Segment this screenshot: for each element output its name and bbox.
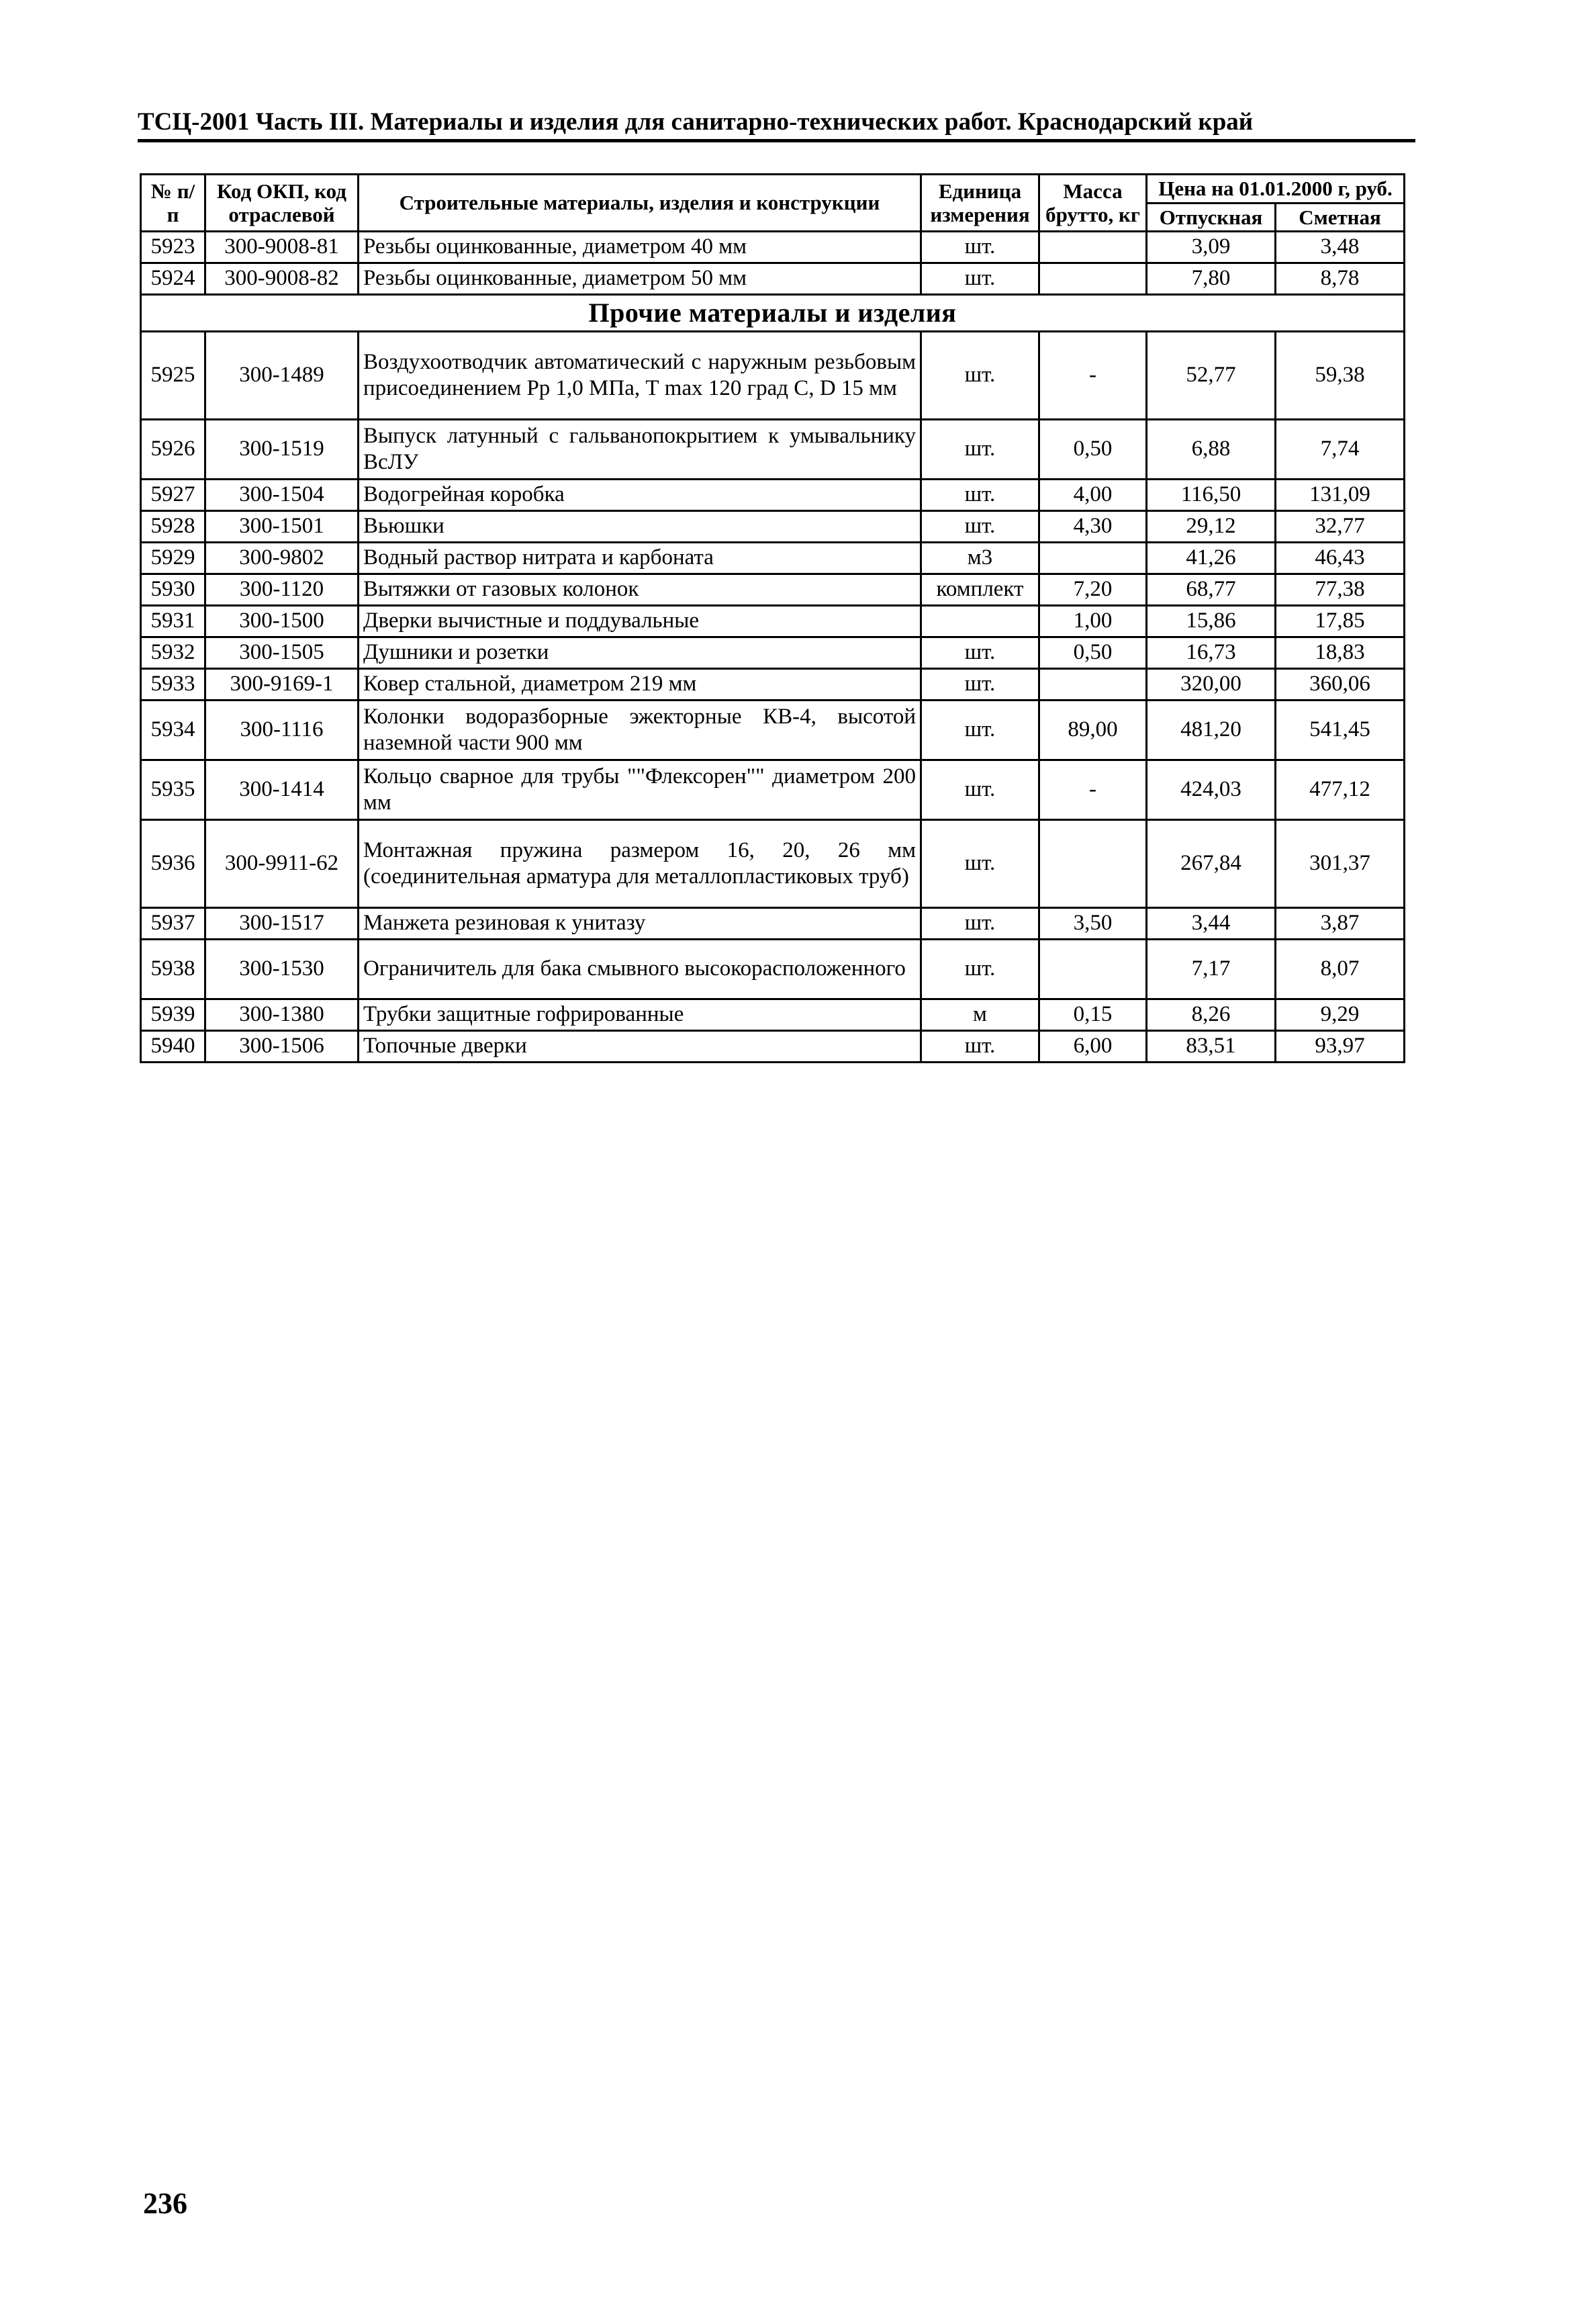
col-header-name: Строительные материалы, изделия и конструкции (359, 175, 921, 232)
cell-code: 300-1501 (205, 511, 359, 543)
cell-price-release: 15,86 (1147, 606, 1276, 637)
cell-num: 5927 (141, 480, 205, 511)
cell-price-release: 7,17 (1147, 940, 1276, 999)
table-row (141, 420, 1405, 480)
cell-num: 5924 (141, 263, 205, 295)
cell-price-release: 52,77 (1147, 332, 1276, 420)
col-header-price-release: Отпускная (1147, 203, 1276, 232)
cell-num: 5923 (141, 232, 205, 263)
table-row (141, 332, 1405, 420)
cell-price-release: 481,20 (1147, 701, 1276, 760)
cell-price-release: 68,77 (1147, 574, 1276, 606)
cell-code: 300-9802 (205, 543, 359, 574)
cell-price-estimate: 9,29 (1276, 999, 1405, 1031)
cell-unit: шт. (921, 669, 1039, 701)
table-row (141, 940, 1405, 999)
cell-name: Кольцо сварное для трубы ""Флексорен"" диаметром 200 мм (359, 760, 921, 820)
cell-mass: 0,50 (1039, 420, 1147, 480)
cell-unit: комплект (921, 574, 1039, 606)
cell-price-estimate: 7,74 (1276, 420, 1405, 480)
cell-price-estimate: 17,85 (1276, 606, 1405, 637)
table-row (141, 574, 1405, 606)
cell-name: Ограничитель для бака смывного высокорасположенного (359, 940, 921, 999)
cell-name: Манжета резиновая к унитазу (359, 908, 921, 940)
cell-name: Ковер стальной, диаметром 219 мм (359, 669, 921, 701)
cell-price-release: 3,44 (1147, 908, 1276, 940)
cell-name: Колонки водоразборные эжекторные КВ-4, высотой наземной части 900 мм (359, 701, 921, 760)
cell-num: 5935 (141, 760, 205, 820)
cell-price-release: 16,73 (1147, 637, 1276, 669)
cell-mass: 1,00 (1039, 606, 1147, 637)
col-header-unit: Единица измерения (921, 175, 1039, 232)
cell-price-release: 29,12 (1147, 511, 1276, 543)
cell-mass (1039, 820, 1147, 908)
section-title: Прочие материалы и изделия (141, 295, 1405, 332)
table-row (141, 760, 1405, 820)
cell-unit: шт. (921, 420, 1039, 480)
cell-code: 300-1489 (205, 332, 359, 420)
cell-price-estimate: 8,07 (1276, 940, 1405, 999)
cell-price-estimate: 77,38 (1276, 574, 1405, 606)
cell-code: 300-1519 (205, 420, 359, 480)
cell-price-release: 116,50 (1147, 480, 1276, 511)
cell-unit: шт. (921, 908, 1039, 940)
cell-mass (1039, 232, 1147, 263)
cell-num: 5939 (141, 999, 205, 1031)
table-header (141, 175, 1405, 232)
col-header-mass: Масса брутто, кг (1039, 175, 1147, 232)
cell-unit: шт. (921, 701, 1039, 760)
cell-num: 5933 (141, 669, 205, 701)
cell-price-estimate: 32,77 (1276, 511, 1405, 543)
page-header: ТСЦ-2001 Часть III. Материалы и изделия для санитарно-технических работ. Краснодарский край (138, 108, 1254, 136)
col-header-price-estimate: Сметная (1276, 203, 1405, 232)
cell-num: 5926 (141, 420, 205, 480)
cell-price-estimate: 46,43 (1276, 543, 1405, 574)
cell-price-estimate: 3,87 (1276, 908, 1405, 940)
cell-price-release: 424,03 (1147, 760, 1276, 820)
cell-unit (921, 606, 1039, 637)
cell-num: 5937 (141, 908, 205, 940)
page-number: 236 (143, 2187, 187, 2220)
table-row (141, 669, 1405, 701)
cell-mass (1039, 263, 1147, 295)
cell-code: 300-1500 (205, 606, 359, 637)
table-row (141, 511, 1405, 543)
cell-price-release: 8,26 (1147, 999, 1276, 1031)
cell-mass: - (1039, 760, 1147, 820)
cell-num: 5940 (141, 1031, 205, 1063)
cell-num: 5934 (141, 701, 205, 760)
cell-num: 5928 (141, 511, 205, 543)
cell-code: 300-1530 (205, 940, 359, 999)
cell-mass: 4,30 (1039, 511, 1147, 543)
table-row (141, 480, 1405, 511)
cell-num: 5936 (141, 820, 205, 908)
table-row (141, 1031, 1405, 1063)
cell-name: Трубки защитные гофрированные (359, 999, 921, 1031)
cell-num: 5930 (141, 574, 205, 606)
cell-unit: шт. (921, 511, 1039, 543)
cell-price-estimate: 3,48 (1276, 232, 1405, 263)
cell-unit: м (921, 999, 1039, 1031)
cell-name: Вытяжки от газовых колонок (359, 574, 921, 606)
cell-num: 5929 (141, 543, 205, 574)
cell-name: Резьбы оцинкованные, диаметром 50 мм (359, 263, 921, 295)
cell-price-release: 320,00 (1147, 669, 1276, 701)
col-header-price-group: Цена на 01.01.2000 г, руб. (1147, 175, 1405, 204)
cell-unit: шт. (921, 820, 1039, 908)
cell-mass: - (1039, 332, 1147, 420)
cell-mass: 3,50 (1039, 908, 1147, 940)
cell-code: 300-9911-62 (205, 820, 359, 908)
cell-unit: шт. (921, 480, 1039, 511)
cell-code: 300-1120 (205, 574, 359, 606)
cell-name: Выпуск латунный с гальванопокрытием к умывальнику ВсЛУ (359, 420, 921, 480)
cell-price-estimate: 18,83 (1276, 637, 1405, 669)
cell-unit: шт. (921, 760, 1039, 820)
cell-name: Водогрейная коробка (359, 480, 921, 511)
col-header-num: № п/п (141, 175, 205, 232)
cell-mass (1039, 543, 1147, 574)
cell-mass (1039, 940, 1147, 999)
cell-price-estimate: 301,37 (1276, 820, 1405, 908)
cell-price-estimate: 93,97 (1276, 1031, 1405, 1063)
cell-unit: шт. (921, 263, 1039, 295)
cell-unit: шт. (921, 1031, 1039, 1063)
price-table (140, 173, 1405, 1063)
cell-mass: 4,00 (1039, 480, 1147, 511)
cell-mass: 89,00 (1039, 701, 1147, 760)
section-row-group (141, 295, 1405, 332)
cell-code: 300-1505 (205, 637, 359, 669)
cell-price-estimate: 360,06 (1276, 669, 1405, 701)
cell-mass: 0,15 (1039, 999, 1147, 1031)
cell-name: Резьбы оцинкованные, диаметром 40 мм (359, 232, 921, 263)
table-body-after (141, 332, 1405, 1063)
cell-price-estimate: 59,38 (1276, 332, 1405, 420)
cell-code: 300-9008-82 (205, 263, 359, 295)
col-header-code: Код ОКП, код отраслевой (205, 175, 359, 232)
cell-mass (1039, 669, 1147, 701)
cell-code: 300-1380 (205, 999, 359, 1031)
table-row (141, 543, 1405, 574)
cell-unit: шт. (921, 637, 1039, 669)
cell-code: 300-1517 (205, 908, 359, 940)
cell-name: Вьюшки (359, 511, 921, 543)
cell-unit: шт. (921, 332, 1039, 420)
cell-code: 300-1414 (205, 760, 359, 820)
table-row (141, 637, 1405, 669)
table-row (141, 999, 1405, 1031)
header-rule (138, 139, 1415, 142)
cell-name: Дверки вычистные и поддувальные (359, 606, 921, 637)
table-row (141, 820, 1405, 908)
cell-code: 300-1116 (205, 701, 359, 760)
cell-unit: шт. (921, 940, 1039, 999)
cell-name: Монтажная пружина размером 16, 20, 26 мм (соединительная арматура для металлопластиковых труб) (359, 820, 921, 908)
table-row (141, 701, 1405, 760)
cell-price-estimate: 131,09 (1276, 480, 1405, 511)
cell-price-release: 7,80 (1147, 263, 1276, 295)
cell-num: 5925 (141, 332, 205, 420)
cell-mass: 6,00 (1039, 1031, 1147, 1063)
cell-name: Водный раствор нитрата и карбоната (359, 543, 921, 574)
cell-price-release: 3,09 (1147, 232, 1276, 263)
cell-price-release: 267,84 (1147, 820, 1276, 908)
table-row (141, 263, 1405, 295)
table-row (141, 908, 1405, 940)
cell-code: 300-1506 (205, 1031, 359, 1063)
cell-unit: м3 (921, 543, 1039, 574)
cell-code: 300-9008-81 (205, 232, 359, 263)
cell-mass: 7,20 (1039, 574, 1147, 606)
cell-mass: 0,50 (1039, 637, 1147, 669)
cell-unit: шт. (921, 232, 1039, 263)
cell-price-estimate: 8,78 (1276, 263, 1405, 295)
cell-num: 5938 (141, 940, 205, 999)
cell-code: 300-9169-1 (205, 669, 359, 701)
cell-price-release: 41,26 (1147, 543, 1276, 574)
cell-name: Топочные дверки (359, 1031, 921, 1063)
cell-price-release: 83,51 (1147, 1031, 1276, 1063)
cell-price-release: 6,88 (1147, 420, 1276, 480)
cell-name: Воздухоотводчик автоматический с наружным резьбовым присоединением Рр 1,0 МПа, Т max 120 град С, D 15 мм (359, 332, 921, 420)
table-body-before (141, 232, 1405, 295)
cell-num: 5931 (141, 606, 205, 637)
table-row (141, 606, 1405, 637)
cell-price-estimate: 541,45 (1276, 701, 1405, 760)
cell-name: Душники и розетки (359, 637, 921, 669)
cell-price-estimate: 477,12 (1276, 760, 1405, 820)
table-row (141, 232, 1405, 263)
cell-num: 5932 (141, 637, 205, 669)
cell-code: 300-1504 (205, 480, 359, 511)
